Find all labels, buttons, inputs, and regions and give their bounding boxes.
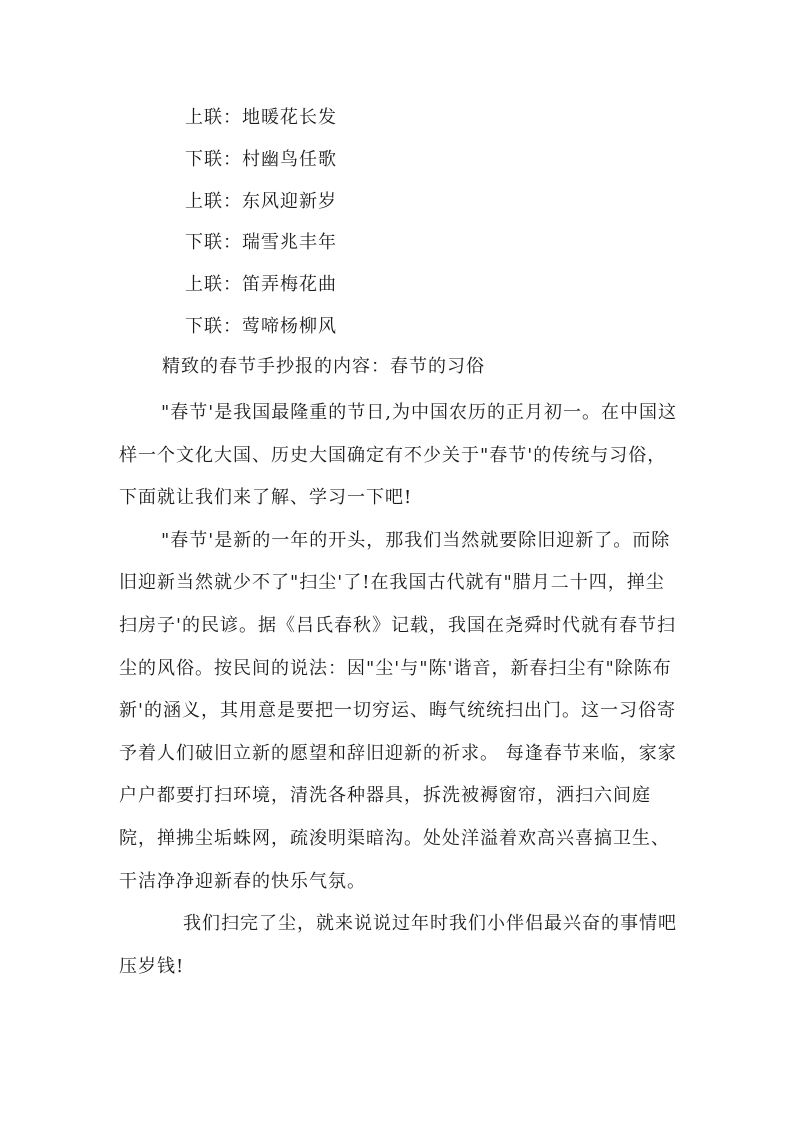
couplet-label: 下联：: [185, 148, 242, 170]
couplet-label: 下联：: [185, 315, 242, 337]
body-text: [119, 392, 679, 988]
couplet-text: 地暖花长发: [242, 107, 337, 128]
couplet-line: [185, 185, 685, 227]
section-heading: 精致的春节手抄报的内容：春节的习俗: [162, 356, 485, 377]
couplet-text: 笛弄梅花曲: [242, 274, 337, 296]
paragraph-lucky-money: 我们扫完了尘，就来说说过年时我们小伴侣最兴奋的事情吧压岁钱!: [119, 913, 677, 977]
couplet-line: [185, 268, 685, 310]
couplet-label: 上联：: [185, 190, 242, 212]
paragraph-sweeping-dust: "春节'是新的一年的开头，那我们当然就要除旧迎新了。而除旧迎新当然就少不了"扫尘'了!在我国古代就有"腊月二十四，掸尘扫房子'的民谚。据《吕氏春秋》记载，我国在尧舜时代就有春节扫尘的风俗。按民间的说法：因"尘'与"陈'谐音，新春扫尘有"除陈布新'的涵义，其用意是要把一切穷运、晦气统统扫出门。这一习俗寄予着人们破旧立新的愿望和辞旧迎新的祈求。 每逢春节来临，家家户户都要打扫环境，清洗各种器具，拆洗被褥窗帘，洒扫六间庭院，掸拂尘垢蛛网，疏浚明渠暗沟。处处洋溢着欢高兴喜搞卫生、干洁净净迎新春的快乐气氛。: [119, 529, 677, 892]
couplet-list: [185, 101, 685, 352]
paragraph-intro: "春节'是我国最隆重的节日,为中国农历的正月初一。在中国这样一个文化大国、历史大国确定有不少关于"春节'的传统与习俗，下面就让我们来了解、学习一下吧!: [119, 402, 677, 509]
couplet-label: 上联：: [185, 274, 242, 296]
couplet-text: 东风迎新岁: [242, 190, 337, 212]
couplet-line: [185, 101, 685, 143]
couplet-label: 下联：: [185, 232, 242, 254]
couplet-text: 瑞雪兆丰年: [242, 232, 337, 254]
couplet-text: 莺啼杨柳风: [242, 315, 337, 337]
couplet-line: [185, 143, 685, 185]
couplet-text: 村幽鸟任歌: [242, 148, 337, 170]
couplet-label: 上联：: [185, 107, 242, 128]
couplet-line: [185, 310, 685, 352]
couplet-line: [185, 226, 685, 268]
